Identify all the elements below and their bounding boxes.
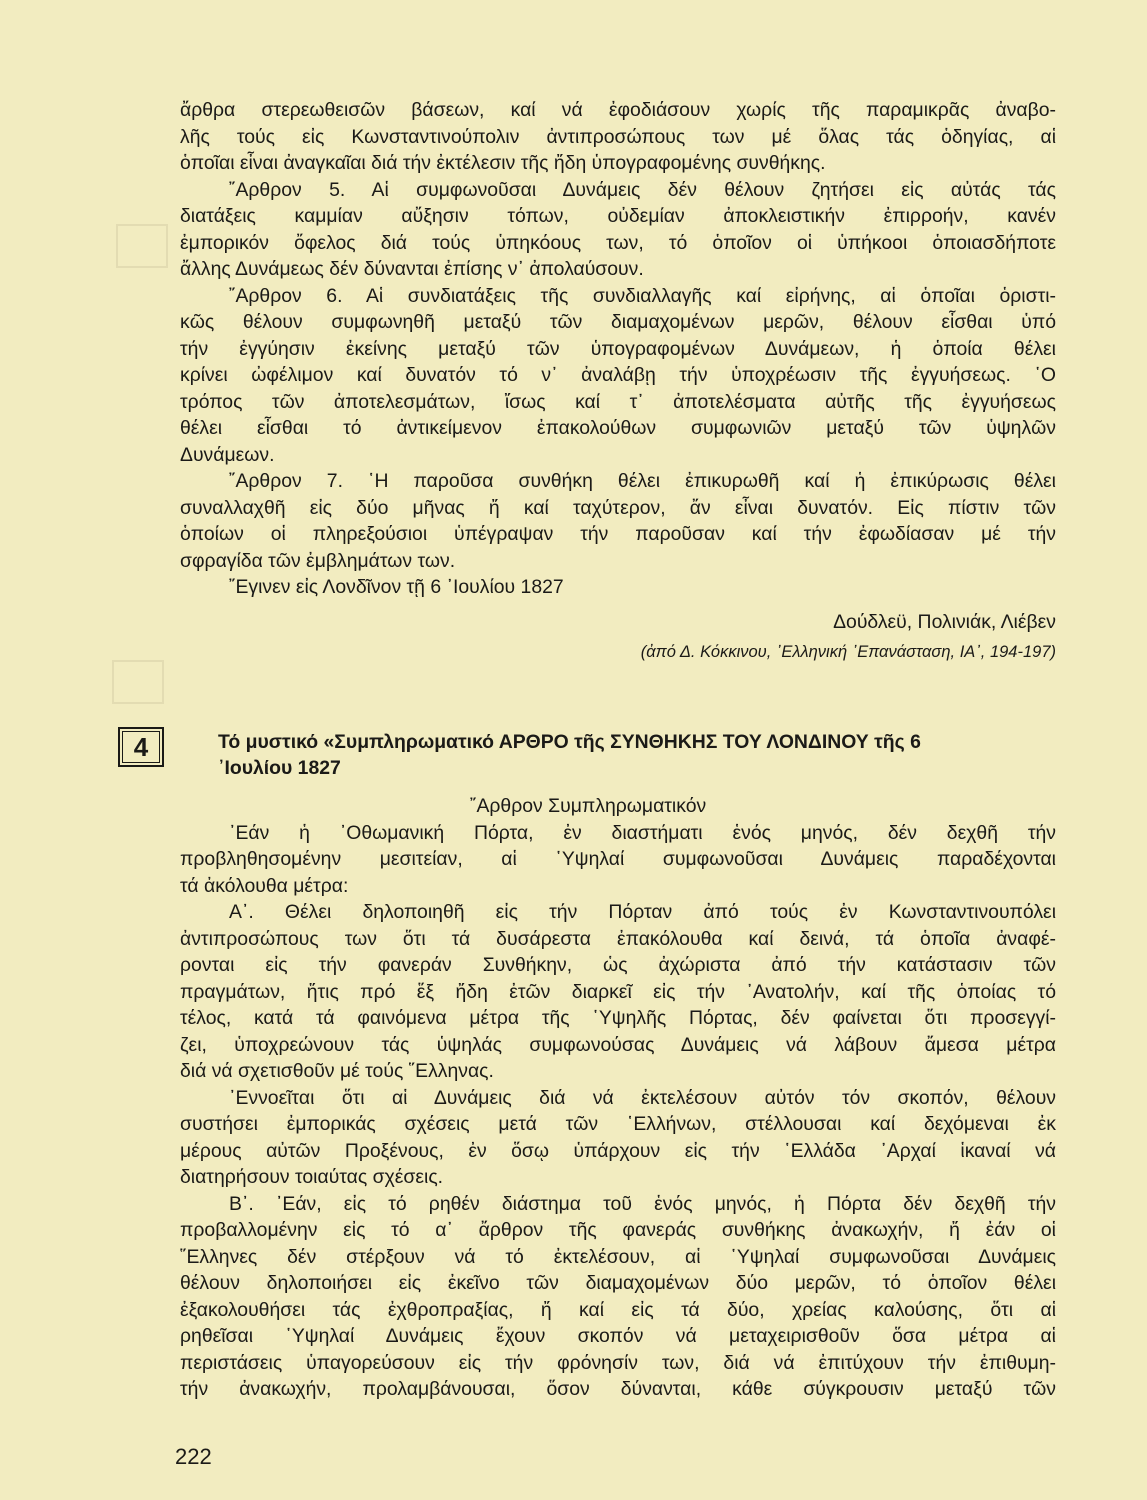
bleed-through-mark <box>116 224 168 268</box>
text-line: συναλλαχθῆ εἰς δύο μῆνας ἤ καί ταχύτερον, ἄν εἶναι δυνατόν. Εἰς πίστιν τῶν <box>180 496 1056 519</box>
text-line: συστήσει ἐμπορικάς σχέσεις μετά τῶν ῾Ελλήνων, στέλλουσαι καί δεχόμεναι ἐκ <box>180 1113 1056 1135</box>
text-line: ὁποῖαι εἶναι ἀναγκαῖαι διά τήν ἐκτέλεσιν τῆς ἤδη ὑπογραφομένης συνθήκης. <box>180 152 826 174</box>
section-number-box: 4 <box>118 727 164 767</box>
text-line: προβαλλομένην εἰς τό α᾽ ἄρθρον τῆς φανεράς συνθήκης ἀνακωχήν, ἤ ἐάν οἱ <box>180 1219 1056 1241</box>
text-line: διατάξεις καμμίαν αὔξησιν τόπων, οὐδεμίαν ἀποκλειστικήν ἐπιρροήν, κανέν <box>180 205 1056 227</box>
text-line: ᾽Εννοεῖται ὅτι αἱ Δυνάμεις διά νά ἐκτελέσουν αὐτόν τόν σκοπόν, θέλουν <box>229 1086 1056 1109</box>
text-line: Δυνάμεων. <box>180 443 275 466</box>
text-line: θέλουν δηλοποιήσει εἰς ἐκεῖνο τῶν διαμαχομένων δύο μερῶν, τό ὁποῖον θέλει <box>180 1272 1056 1294</box>
text-line: σφραγίδα τῶν ἐμβλημάτων των. <box>180 549 456 572</box>
heading-line: Τό μυστικό «Συμπληρωματικό ΑΡΘΡΟ τῆς ΣΥΝΘΗΚΗΣ ΤΟΥ ΛΟΝΔΙΝΟΥ τῆς 6 <box>218 731 921 753</box>
bleed-through-mark <box>112 660 164 704</box>
text-line: ᾽Εάν ἡ ᾽Οθωμανική Πόρτα, ἐν διαστήματι ἑνός μηνός, δέν δεχθῆ τήν <box>229 821 1056 844</box>
text-line: ρηθεῖσαι ῾Υψηλαί Δυνάμεις ἔχουν σκοπόν νά μεταχειρισθοῦν ὅσα μέτρα αἱ <box>180 1325 1056 1347</box>
text-line: μέρους αὐτῶν Προξένους, ἐν ὅσῳ ὑπάρχουν εἰς τήν ῾Ελλάδα ᾽Αρχαί ἱκαναί νά <box>180 1139 1056 1162</box>
section-heading <box>218 729 1058 781</box>
text-line: διά νά σχετισθοῦν μέ τούς ῞Ελληνας. <box>180 1060 494 1082</box>
text-line: τέλος, κατά τά φαινόμενα μέτρα τῆς ῾Υψηλῆς Πόρτας, δέν φαίνεται ὅτι προσεγγί- <box>180 1007 1056 1029</box>
text-line: προβληθησομένην μεσιτείαν, αἱ ῾Υψηλαί συμφωνοῦσαι Δυνάμεις παραδέχονται <box>180 848 1056 870</box>
text-line: ρονται εἰς τήν φανεράν Συνθήκην, ὡς ἀχώριστα ἀπό τήν κατάστασιν τῶν <box>180 954 1056 976</box>
text-line: τρόπος τῶν ἀποτελεσμάτων, ἴσως καί τ᾽ ἀποτελέσματα αὐτῆς τῆς ἐγγυήσεως <box>180 390 1056 413</box>
clause-b-line: Β᾽. ᾽Εάν, εἰς τό ρηθέν διάστημα τοῦ ἑνός μηνός, ἡ Πόρτα δέν δεχθῆ τήν <box>229 1192 1056 1215</box>
text-line: ῞Ελληνες δέν στέρξουν νά τό ἐκτελέσουν, αἱ ῾Υψηλαί συμφωνοῦσαι Δυνάμεις <box>180 1245 1056 1268</box>
signatories: Δούδλεϋ, Πολινιάκ, Λιέβεν <box>833 610 1056 633</box>
text-line: τήν ἐγγύησιν ἐκείνης μεταξύ τῶν ὑπογραφομένων Δυνάμεων, ἡ ὁποία θέλει <box>180 337 1056 360</box>
text-line: διατηρήσουν τοιαύτας σχέσεις. <box>180 1166 444 1188</box>
text-line: ἄρθρα στερεωθεισῶν βάσεων, καί νά ἐφοδιάσουν χωρίς τῆς παραμικρᾶς ἀναβο- <box>180 99 1056 121</box>
text-line: κῶς θέλουν συμφωνηθῆ μεταξύ τῶν διαμαχομένων μερῶν, θέλουν εἶσθαι ὑπό <box>180 311 1056 333</box>
treaty-text-block <box>180 97 1056 666</box>
text-line: κρίνει ὠφέλιμον καί δυνατόν τό ν᾽ ἀναλάβῃ τήν ὑποχρέωσιν τῆς ἐγγυήσεως. ῾Ο <box>180 364 1056 386</box>
date-line: ῎Εγινεν εἰς Λονδῖνον τῇ 6 ᾽Ιουλίου 1827 <box>229 576 564 598</box>
article-subtitle: ῎Αρθρον Συμπληρωματικόν <box>470 795 707 817</box>
text-line: ἀντιπροσώπους των ὅτι τά δυσάρεστα ἐπακόλουθα καί δεινά, τά ὁποῖα ἀναφέ- <box>180 927 1056 950</box>
text-line: ὁποίων οἱ πληρεξούσιοι ὑπέγραψαν τήν παροῦσαν καί τήν ἐφωδίασαν μέ τήν <box>180 523 1056 545</box>
heading-line: ᾽Ιουλίου 1827 <box>218 757 341 779</box>
article-6-line: ῎Αρθρον 6. Αἱ συνδιατάξεις τῆς συνδιαλλαγῆς καί εἰρήνης, αἱ ὁποῖαι ὁριστι- <box>229 284 1056 307</box>
supplementary-article-block <box>180 793 1056 1403</box>
article-7-line: ῎Αρθρον 7. ῾Η παροῦσα συνθήκη θέλει ἐπικυρωθῆ καί ἡ ἐπικύρωσις θέλει <box>229 470 1056 492</box>
text-line: λῆς τούς εἰς Κωνσταντινούπολιν ἀντιπροσώπους των μέ ὅλας τάς ὁδηγίας, αἱ <box>180 125 1056 148</box>
page-number: 222 <box>175 1444 212 1469</box>
clause-a-line: Α᾽. Θέλει δηλοποιηθῆ εἰς τήν Πόρταν ἀπό τούς ἐν Κωνσταντινουπόλει <box>229 901 1056 923</box>
source-citation: (ἀπό Δ. Κόκκινου, ᾽Ελληνική ᾽Επανάσταση, ΙΑ᾽, 194-197) <box>640 643 1056 661</box>
text-line: τά ἀκόλουθα μέτρα: <box>180 874 349 897</box>
text-line: πραγμάτων, ἥτις πρό ἕξ ἤδη ἐτῶν διαρκεῖ εἰς τήν ᾽Ανατολήν, καί τῆς ὁποίας τό <box>180 980 1056 1003</box>
article-5-line: ῎Αρθρον 5. Αἱ συμφωνοῦσαι Δυνάμεις δέν θέλουν ζητήσει εἰς αὐτάς τάς <box>229 178 1056 201</box>
text-line: ἐξακολουθήσει τάς ἐχθροπραξίας, ἤ καί εἰς τά δύο, χρείας καλούσης, ὅτι αἱ <box>180 1298 1056 1321</box>
text-line: τήν ἀνακωχήν, προλαμβάνουσαι, ὅσον δύνανται, κάθε σύγκρουσιν μεταξύ τῶν <box>180 1378 1056 1400</box>
text-line: ἄλλης Δυνάμεως δέν δύνανται ἐπίσης ν᾽ ἀπολαύσουν. <box>180 258 644 280</box>
text-line: περιστάσεις ὑπαγορεύσουν εἰς τήν φρόνησίν των, διά νά ἐπιτύχουν τήν ἐπιθυμη- <box>180 1351 1056 1374</box>
text-line: ἐμπορικόν ὄφελος διά τούς ὑπηκόους των, τό ὁποῖον οἱ ὑπήκοοι ὁποιασδήποτε <box>180 231 1056 254</box>
text-line: θέλει εἶσθαι τό ἀντικείμενον ἐπακολούθων συμφωνιῶν μεταξύ τῶν ὑψηλῶν <box>180 417 1056 439</box>
text-line: ζει, ὑποχρεώνουν τάς ὑψηλάς συμφωνούσας Δυνάμεις νά λάβουν ἄμεσα μέτρα <box>180 1033 1056 1056</box>
